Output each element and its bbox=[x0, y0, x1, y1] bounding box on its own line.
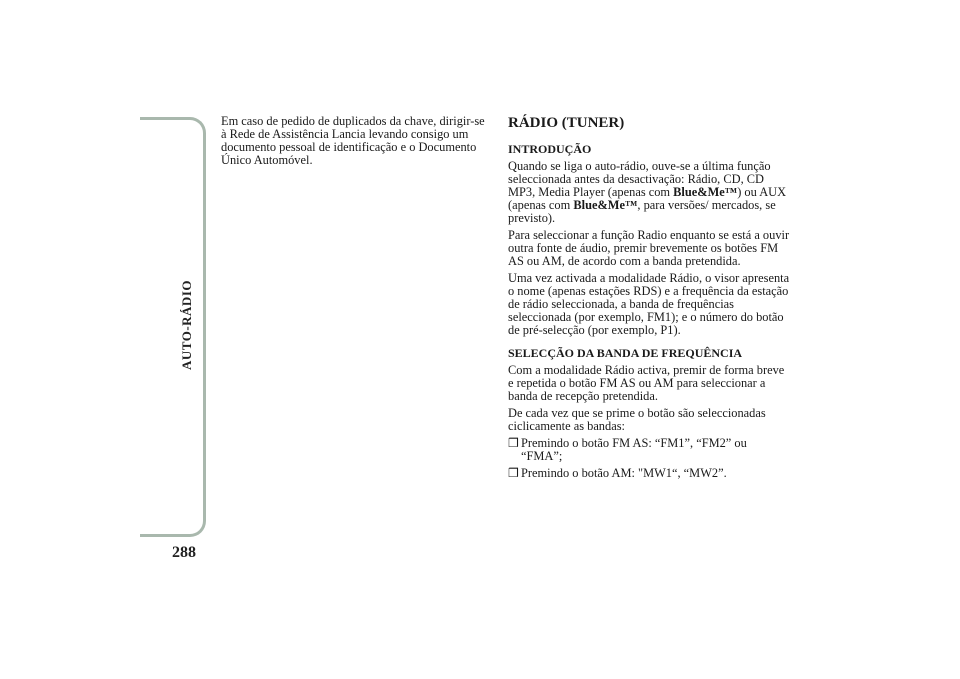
left-column bbox=[221, 115, 493, 171]
intro-text-c: , para versões/ mercados, se previsto). bbox=[508, 198, 776, 225]
blueme-brand-2: Blue&Me™ bbox=[573, 198, 638, 212]
band-selection-heading: SELECÇÃO DA BANDA DE FREQUÊNCIA bbox=[508, 346, 743, 360]
bullet-item-fm bbox=[508, 437, 790, 463]
page-number: 288 bbox=[172, 544, 196, 561]
intro-paragraph-3: Uma vez activada a modalidade Rádio, o visor apresenta o nome (apenas estações RDS) e a frequência da estação de rádio seleccionada, a banda de frequências seleccionada (por exemplo, FM1); e o número do botão de pré-selecção (por exemplo, P1). bbox=[508, 271, 790, 337]
key-duplicate-paragraph: Em caso de pedido de duplicados da chave, dirigir-se à Rede de Assistência Lancia levando consigo um documento pessoal de identificação e o Documento Único Automóvel. bbox=[221, 114, 485, 167]
intro-paragraph-1 bbox=[508, 160, 790, 225]
blueme-brand-1: Blue&Me™ bbox=[673, 185, 738, 199]
bullet-text: Premindo o botão AM: "MW1“, “MW2”. bbox=[521, 466, 727, 480]
page-side-frame bbox=[140, 117, 206, 537]
section-title: RÁDIO (TUNER) bbox=[508, 115, 625, 131]
section-side-label: AUTO-RÁDIO bbox=[179, 280, 194, 370]
intro-paragraph-2: Para seleccionar a função Radio enquanto se está a ouvir outra fonte de áudio, premir brevemente os botões FM AS ou AM, de acordo com a banda pretendida. bbox=[508, 228, 790, 268]
right-column bbox=[508, 115, 790, 484]
intro-text-a: Quando se liga o auto-rádio, ouve-se a última função seleccionada antes da desactivação: Rádio, CD, CD MP3, Media Player (apenas com bbox=[508, 159, 771, 199]
checkbox-bullet-icon: ❒ bbox=[508, 466, 519, 480]
bullet-text: Premindo o botão FM AS: “FM1”, “FM2” ou “FMA”; bbox=[521, 436, 747, 463]
band-paragraph-2: De cada vez que se prime o botão são seleccionadas ciclicamente as bandas: bbox=[508, 406, 766, 433]
bullet-item-am bbox=[508, 467, 790, 480]
intro-text-b: ) ou AUX (apenas com bbox=[508, 185, 787, 212]
band-paragraph-1: Com a modalidade Rádio activa, premir de forma breve e repetida o botão FM AS ou AM para seleccionar a banda de recepção pretendida. bbox=[508, 363, 785, 403]
checkbox-bullet-icon: ❒ bbox=[508, 436, 519, 450]
intro-heading: INTRODUÇÃO bbox=[508, 142, 592, 156]
